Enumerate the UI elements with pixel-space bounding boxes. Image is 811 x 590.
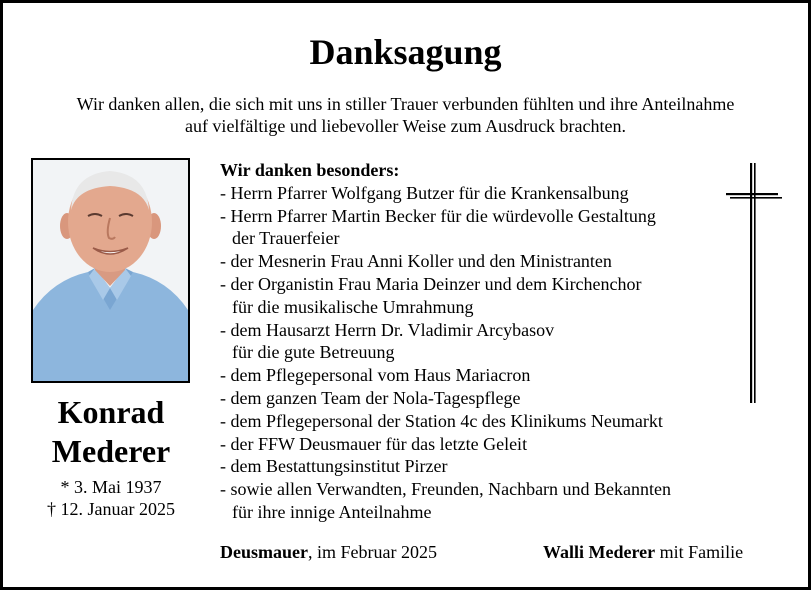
intro-text [23,93,788,137]
thanks-line: - der Mesnerin Frau Anni Koller und den Ministranten [220,251,612,272]
deceased-last-name: Mederer [51,433,171,469]
page-title: Danksagung [309,32,502,72]
footer-place: Deusmauer [220,542,308,562]
footer-date: , im Februar 2025 [308,542,437,562]
intro-line-2: auf vielfältige und liebevoller Weise zum Ausdruck brachten. [184,116,627,136]
footer-family: mit Familie [655,542,744,562]
cross-icon [722,163,782,403]
thanks-line-continuation: für die gute Betreuung [232,342,395,363]
thanks-line: - sowie allen Verwandten, Freunden, Nachbarn und Bekannten [220,479,672,500]
footer-signature [543,541,743,563]
thanks-line: - Herrn Pfarrer Wolfgang Butzer für die Krankensalbung [220,182,629,203]
thanks-line: - der FFW Deusmauer für das letzte Geleit [220,433,528,454]
thanks-line-continuation: der Trauerfeier [232,228,340,249]
thanks-lines [220,182,740,524]
portrait-illustration [33,160,188,381]
footer-signatory: Walli Mederer [543,542,656,562]
thanks-line: - dem Bestattungsinstitut Pirzer [220,456,448,477]
thanks-list [220,159,740,524]
thanks-line-continuation: für ihre innige Anteilnahme [232,501,432,522]
death-date: † 12. Januar 2025 [47,499,175,519]
thanks-line: - dem Pflegepersonal vom Haus Mariacron [220,365,531,386]
thanks-line: - Herrn Pfarrer Martin Becker für die würdevolle Gestaltung [220,205,656,226]
birth-date: * 3. Mai 1937 [60,477,162,497]
thanks-line: - dem Hausarzt Herrn Dr. Vladimir Arcybasov [220,319,555,340]
deceased-name [21,393,201,471]
life-dates [13,476,209,520]
portrait-photo [31,158,190,383]
thanks-line: - der Organistin Frau Maria Deinzer und dem Kirchenchor [220,273,642,294]
deceased-first-name: Konrad [57,394,165,430]
thanks-line: - dem ganzen Team der Nola-Tagespflege [220,387,521,408]
thanks-line-continuation: für die musikalische Umrahmung [232,296,474,317]
footer-place-date [220,541,437,563]
thanks-heading: Wir danken besonders: [220,160,400,180]
thanks-line: - dem Pflegepersonal der Station 4c des Klinikums Neumarkt [220,410,663,431]
intro-line-1: Wir danken allen, die sich mit uns in stiller Trauer verbunden fühlten und ihre Anteilnahme [76,94,735,114]
